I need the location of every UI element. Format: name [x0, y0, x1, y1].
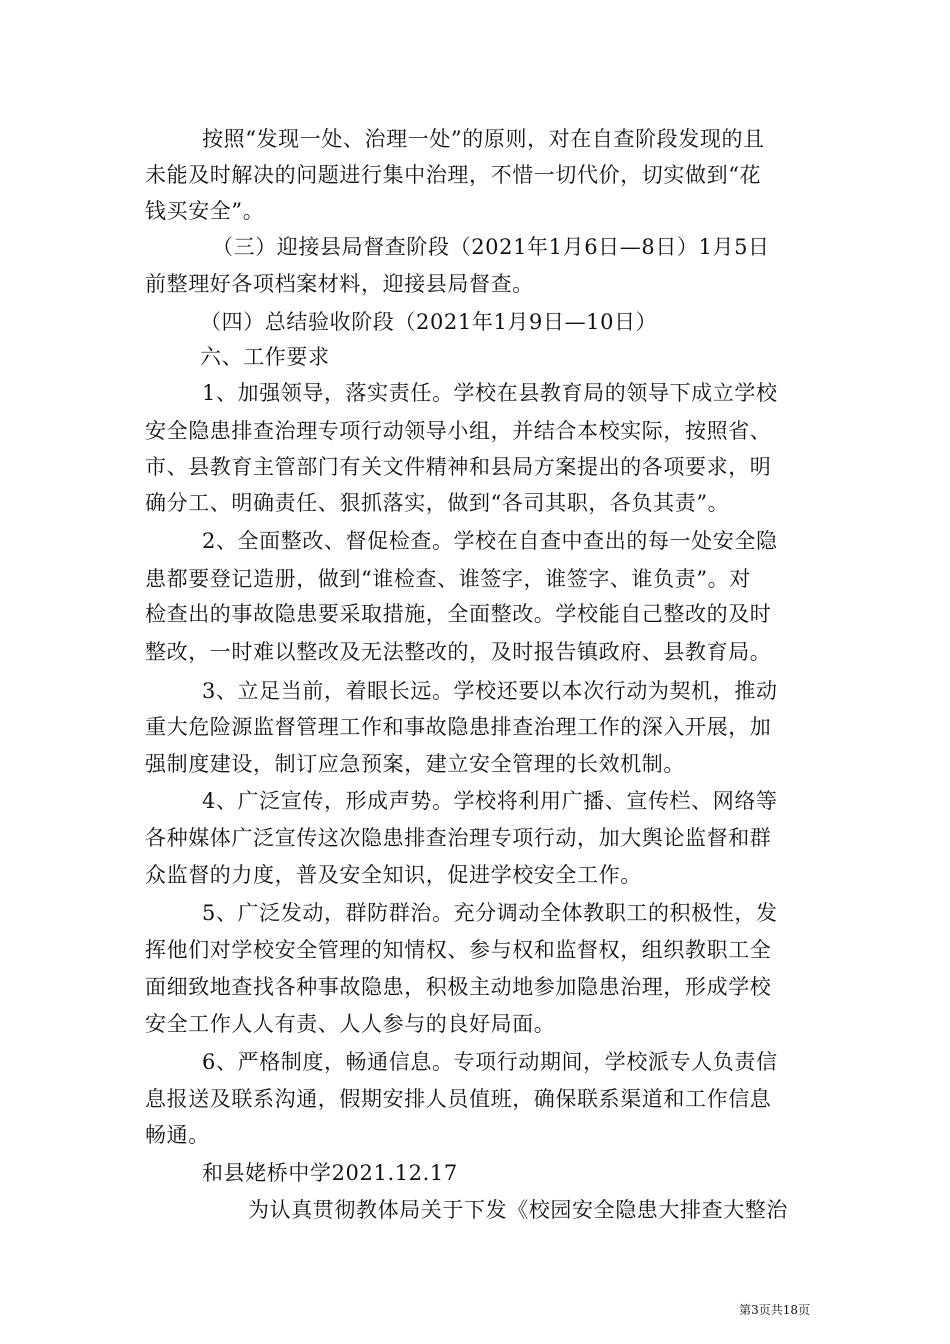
text-line: 各种媒体广泛宣传这次隐患排查治理专项行动，加大舆论监督和群 — [145, 826, 772, 850]
text-line: 确分工、明确责任、狠抓落实，做到“各司其职，各负其责”。 — [145, 491, 730, 515]
text-line: 5、广泛发动，群防群治。充分调动全体教职工的积极性，发 — [202, 901, 778, 925]
text-line: 安全隐患排查治理专项行动领导小组，并结合本校实际，按照省、 — [145, 419, 772, 443]
text-line: 检查出的事故隐患要采取措施，全面整改。学校能自己整改的及时 — [145, 602, 772, 626]
page-number: 第3页共18页 — [739, 1303, 810, 1317]
section-heading: 六、工作要求 — [200, 345, 330, 369]
text-line: 市、县教育主管部门有关文件精神和县局方案提出的各项要求，明 — [145, 455, 772, 479]
text-line: 前整理好各项档案材料，迎接县局督查。 — [145, 272, 534, 296]
text-line: 安全工作人人有责、人人参与的良好局面。 — [145, 1012, 556, 1036]
signature-date: 和县姥桥中学2021.12.17 — [202, 1161, 458, 1185]
text-line: 强制度建设，制订应急预案，建立安全管理的长效机制。 — [145, 752, 685, 776]
text-line: 众监督的力度，普及安全知识，促进学校安全工作。 — [145, 863, 642, 887]
text-line: 2、全面整改、督促检查。学校在自查中查出的每一处安全隐 — [202, 529, 778, 553]
text-line: 按照“发现一处、治理一处”的原则，对在自查阶段发现的且 — [202, 127, 765, 151]
text-line: 息报送及联系沟通，假期安排人员值班，确保联系渠道和工作信息 — [145, 1087, 772, 1111]
text-line: 挥他们对学校安全管理的知情权、参与权和监督权，组织教职工全 — [145, 938, 772, 962]
text-line: 重大危险源监督管理工作和事故隐患排查治理工作的深入开展，加 — [145, 715, 772, 739]
text-line: 6、严格制度，畅通信息。专项行动期间，学校派专人负责信 — [202, 1050, 778, 1074]
text-line: （三）迎接县局督查阶段（2021年1月6日—8日）1月5日 — [212, 235, 770, 259]
text-line: 患都要登记造册，做到“谁检查、谁签字，谁签字、谁负责”。对 — [145, 567, 751, 591]
text-line: 1、加强领导，落实责任。学校在县教育局的领导下成立学校 — [202, 381, 778, 405]
text-line: （四）总结验收阶段（2021年1月9日—10日） — [200, 310, 658, 334]
text-line: 为认真贯彻教体局关于下发《校园安全隐患大排查大整治 — [248, 1198, 788, 1222]
text-line: 面细致地查找各种事故隐患，积极主动地参加隐患治理，形成学校 — [145, 975, 772, 999]
text-line: 4、广泛宣传，形成声势。学校将利用广播、宣传栏、网络等 — [202, 789, 778, 813]
text-line: 未能及时解决的问题进行集中治理，不惜一切代价，切实做到“花 — [145, 163, 762, 187]
text-line: 3、立足当前，着眼长远。学校还要以本次行动为契机，推动 — [202, 679, 778, 703]
text-line: 钱买安全”。 — [145, 199, 265, 223]
text-line: 畅通。 — [145, 1123, 210, 1147]
text-line: 整改，一时难以整改及无法整改的，及时报告镇政府、县教育局。 — [145, 640, 772, 664]
